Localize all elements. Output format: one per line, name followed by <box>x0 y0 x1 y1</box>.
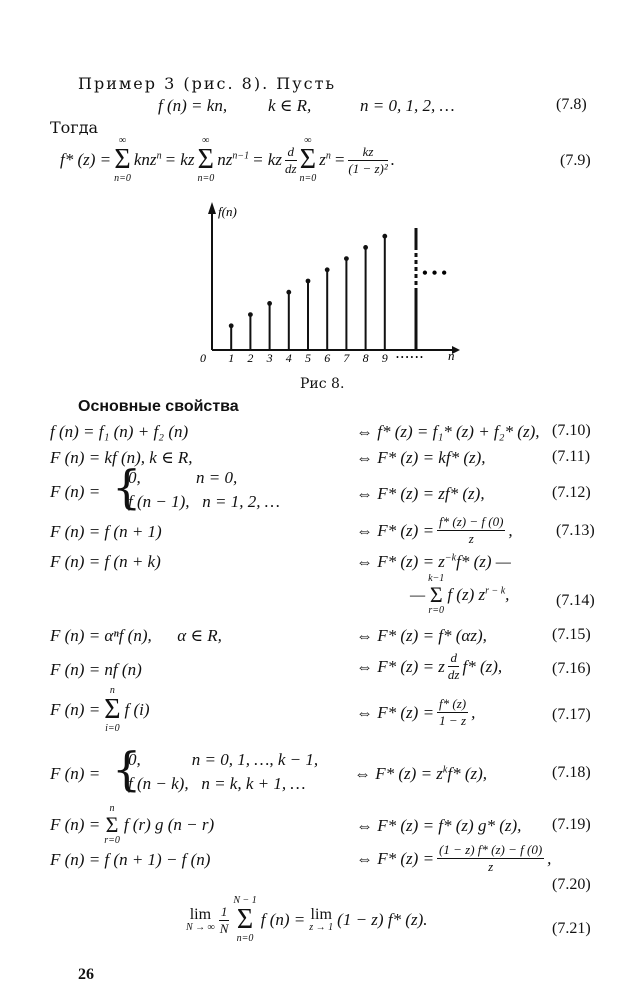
prop-7-13-number: (7.13) <box>556 522 595 539</box>
eq78-number: (7.8) <box>556 96 587 113</box>
x-tick-label-6: 6 <box>324 351 331 365</box>
prop-7-13-rhs: ⇔ F* (z) = $\frac{f* (z) - f (0)}{z}$ , <box>356 514 513 546</box>
y-axis-arrow-icon <box>208 202 216 214</box>
section-title: Основные свойства <box>78 398 239 415</box>
prop-7-16-rhs: ⇔ F* (z) = z $\frac{d}{dz}$ f* (z), <box>356 650 503 682</box>
prop-7-11-lhs: F (n) = kf (n), k ∈ R, <box>50 448 193 467</box>
eq79-sum1: ∞ Σ n=0 <box>114 135 131 184</box>
prop-7-16-number: (7.16) <box>552 660 591 677</box>
prop-7-13-lhs: F (n) = f (n + 1) <box>50 522 162 541</box>
eq721: lim N → ∞ $\frac{1}{N}$ N − 1 Σ n=0 f (n) = lim z → 1 (1 − z) f* (z). <box>186 895 428 944</box>
eq78-k: k ∈ R, <box>268 96 312 115</box>
prop-7-11-number: (7.11) <box>552 448 591 465</box>
prop-7-10-rhs: ⇔ f* (z) = f₁* (z) + f₂* (z), <box>356 422 540 441</box>
stem-head-n-2 <box>248 312 253 317</box>
prop-7-19-lhs: F (n) = n Σ r=0 f (r) g (n − r) <box>50 803 215 846</box>
eq79-derivative: $\frac{d}{dz}$ <box>284 143 297 176</box>
prop-7-15-number: (7.15) <box>552 626 591 643</box>
x-tick-label-3: 3 <box>266 351 273 365</box>
prop-7-14-number: (7.14) <box>556 592 595 609</box>
prop-7-20-number: (7.20) <box>552 876 591 893</box>
stem-head-n-8 <box>363 245 368 250</box>
stem-head-n-5 <box>306 279 311 284</box>
eq79-term3: $z^n$ <box>319 150 331 169</box>
prop-7-19-rhs: ⇔ F* (z) = f* (z) g* (z), <box>356 816 522 835</box>
prop-7-14-rhs: ⇔ F* $(z) = z^{-k}f*$ (z) — <box>356 552 511 571</box>
eq79-eq3: = kz <box>252 150 282 169</box>
eq721-number: (7.21) <box>552 920 591 937</box>
eq79-term1: knz$^n$ <box>133 150 162 169</box>
prop-7-12-number: (7.12) <box>552 484 591 501</box>
prop-7-18-number: (7.18) <box>552 764 591 781</box>
prop-7-15-rhs: ⇔ F* (z) = f* (αz), <box>356 626 487 645</box>
eq79-sum3: ∞ Σ n=0 <box>299 135 317 184</box>
eq79 <box>60 136 395 184</box>
eq79-eq4: = <box>333 150 346 169</box>
prop-7-18-rhs: ⇔ F* $(z) = z^kf*$ (z), <box>354 764 488 783</box>
prop-7-18-brace: { <box>112 742 142 796</box>
prop-7-17-rhs: ⇔ F* (z) = $\frac{f* (z)}{1 - z}$ , <box>356 696 476 728</box>
prop-7-18-case1: 0, n = 0, 1, …, k − 1, <box>128 750 319 769</box>
prop-7-14-line2: — k−1 Σ r=0 f (z) $z^{r - k}$, <box>410 573 510 616</box>
prop-7-10-lhs: f (n) = f₁ (n) + f₂ (n) <box>50 422 189 441</box>
x-tick-label-2: 2 <box>247 351 254 365</box>
x-tick-label-8: 8 <box>362 351 369 365</box>
eq79-number: (7.9) <box>560 152 591 169</box>
example-heading: Пример 3 (рис. 8). Пусть <box>78 74 337 93</box>
eq79-sum2: ∞ Σ n=0 <box>197 135 215 184</box>
prop-7-20-rhs: ⇔ F* (z) = $\frac{(1 - z) f* (z) - f (0)}{z}$ , <box>356 842 552 874</box>
x-tick-label-4: 4 <box>285 351 292 365</box>
stem-head-n-7 <box>344 256 349 261</box>
x-axis-label: n <box>448 348 455 363</box>
page-number: 26 <box>78 966 94 983</box>
prop-7-12-case1: 0, n = 0, <box>128 468 238 487</box>
prop-7-16-lhs: F (n) = nf (n) <box>50 660 142 679</box>
prop-7-12-lhs: F (n) = <box>50 482 101 501</box>
eq78-lhs: f (n) = kn, <box>158 96 228 115</box>
prop-7-12-case2: f (n − 1), n = 1, 2, … <box>128 492 280 511</box>
prop-7-11-rhs: ⇔ F* (z) = kf* (z), <box>356 448 486 467</box>
prop-7-15-lhs: F (n) = αⁿf (n), α ∈ R, <box>50 626 222 645</box>
eq78-n: n = 0, 1, 2, … <box>360 96 455 115</box>
eq79-dot: . <box>390 150 396 169</box>
eq79-term2: $nz^{n-1}$ <box>217 150 250 169</box>
y-axis-label: f(n) <box>218 204 237 219</box>
x-tick-label-0: 0 <box>200 351 206 365</box>
continuation-dots: • • • <box>422 265 447 282</box>
prop-7-12-brace: { <box>112 460 142 514</box>
x-tick-label-1: 1 <box>228 351 235 365</box>
stem-head-n-9 <box>382 234 387 239</box>
prop-7-18-case2: f (n − k), n = k, k + 1, … <box>128 774 306 793</box>
prop-7-20-lhs: F (n) = f (n + 1) − f (n) <box>50 850 211 869</box>
x-axis-dots: • • • • • • <box>396 353 423 362</box>
eq79-lhs: f* (z) = <box>60 150 112 169</box>
prop-7-19-number: (7.19) <box>552 816 591 833</box>
prop-7-14-lhs: F (n) = f (n + k) <box>50 552 161 571</box>
prop-7-12-rhs: ⇔ F* (z) = zf* (z), <box>356 484 485 503</box>
prop-7-10-number: (7.10) <box>552 422 591 439</box>
figure-caption: Рис 8. <box>300 376 345 392</box>
stem-head-n-3 <box>267 301 272 306</box>
x-tick-label-5: 5 <box>305 351 311 365</box>
stem-head-n-4 <box>286 290 291 295</box>
stem-head-n-6 <box>325 267 330 272</box>
prop-7-17-number: (7.17) <box>552 706 591 723</box>
eq79-result: $\frac{kz}{\text{(1 − z)²}}$ <box>348 143 388 176</box>
x-tick-label-7: 7 <box>343 351 350 365</box>
stem-plot <box>190 200 460 370</box>
stem-head-n-1 <box>229 323 234 328</box>
prop-7-17-lhs: F (n) = n Σ i=0 f (i) <box>50 685 150 734</box>
prop-7-18-lhs: F (n) = <box>50 764 101 783</box>
x-tick-label-9: 9 <box>381 351 388 365</box>
eq79-eq2: = kz <box>164 150 195 169</box>
then-word: Тогда <box>50 118 99 137</box>
